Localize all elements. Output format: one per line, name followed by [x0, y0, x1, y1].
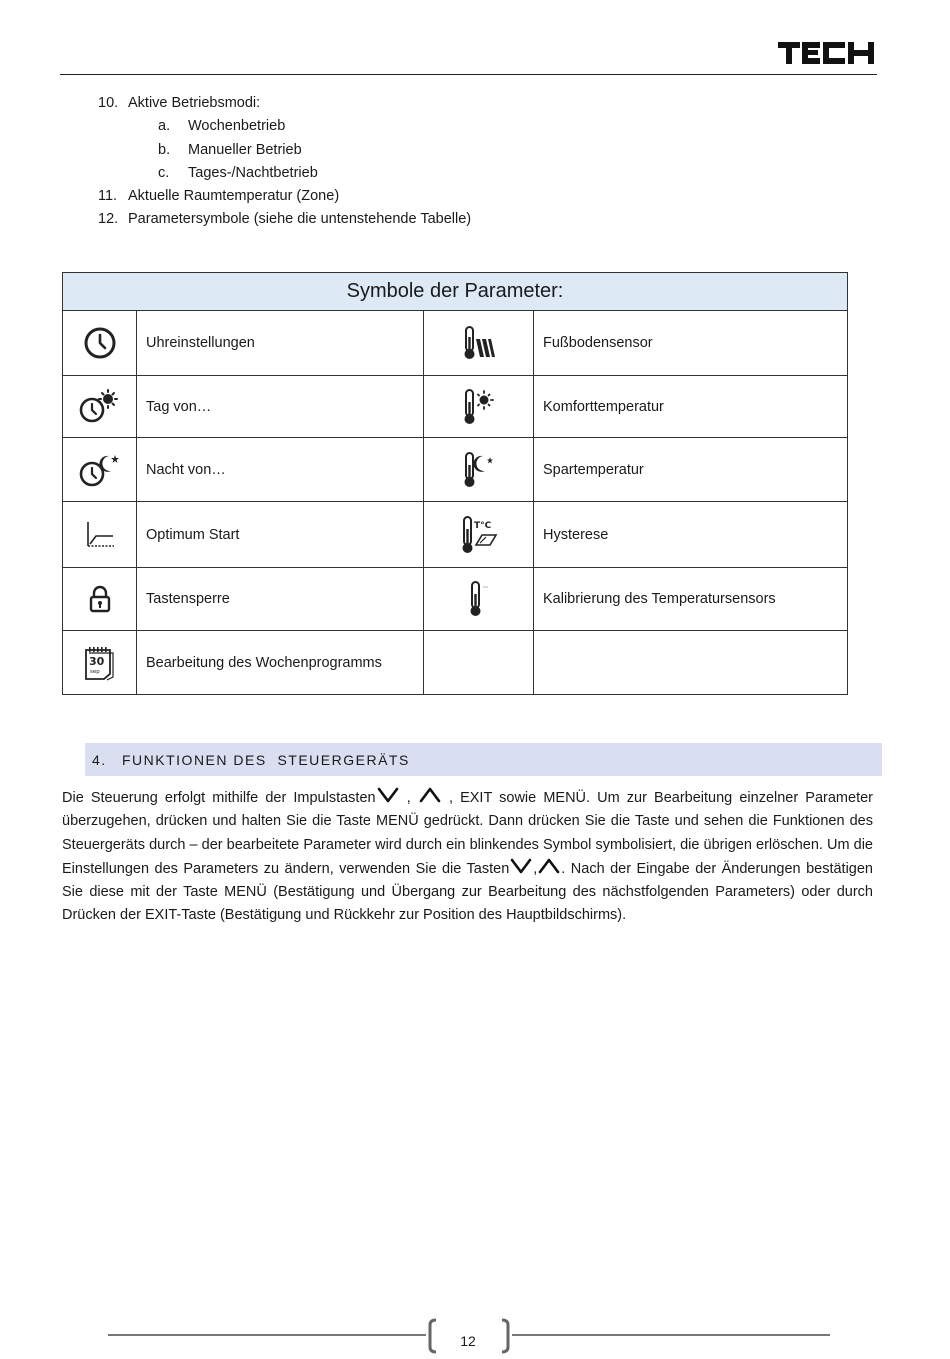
empty-cell	[424, 631, 534, 695]
table-row	[63, 568, 848, 631]
thermometer-sun-icon	[462, 388, 496, 426]
table-cell-label: Spartemperatur	[534, 438, 848, 502]
thermometer-moon-icon	[462, 451, 496, 489]
empty-cell	[534, 631, 848, 695]
table-row	[63, 502, 848, 568]
table-row	[63, 376, 848, 438]
footer-rule-left	[108, 1334, 426, 1336]
right-brace-icon	[500, 1318, 512, 1354]
section-heading	[85, 743, 882, 776]
left-brace-icon	[426, 1318, 438, 1354]
table-cell-label: Hysterese	[534, 502, 848, 568]
header-rule	[60, 74, 877, 75]
list-item: 11. Aktuelle Raumtemperatur (Zone)	[98, 188, 340, 205]
page-number: 12	[460, 1333, 476, 1349]
chevron-down-icon	[509, 857, 533, 875]
chevron-up-icon	[537, 857, 561, 875]
parameter-list	[98, 92, 471, 232]
symbols-table	[62, 272, 848, 695]
section-title: FUNKTIONEN DES STEUERGERÄTS	[122, 751, 410, 768]
calendar-day-label: 30	[88, 654, 104, 668]
clock-sun-icon	[79, 389, 121, 425]
chevron-up-icon	[418, 786, 442, 804]
table-cell-label: Uhreinstellungen	[137, 311, 424, 376]
table-cell-label: Fußbodensensor	[534, 311, 848, 376]
table-cell-label: Tag von…	[137, 376, 424, 438]
tech-logo	[778, 40, 874, 66]
list-item: 10. Aktive Betriebsmodi:	[98, 95, 261, 111]
list-item: 12. Parametersymbole (siehe die untenstehende Tabelle)	[98, 211, 472, 228]
table-cell-label: Optimum Start	[137, 502, 424, 568]
body-paragraph: Die Steuerung erfolgt mithilfe der Impulstasten , , EXIT sowie MENÜ. Um zur Bearbeitung einzelner Parameter überzugehen, drücken und halten Sie die Taste MENÜ gedrückt. Dann drücken Sie die Taste und sehen die Funktionen des Steuergeräts durch – der bearbeitete Parameter wird durch ein blinkendes Symbol symbolisiert, die übrigen erlöschen. Um die Einstellungen des Parameters zu ändern, verwenden Sie die Tasten , . Nach der Eingabe der Änderungen bestätigen Sie diese mit der Taste MENÜ (Bestätigung und Übergang zur Bearbeitung des nächstfolgenden Parameters) oder durch Drücken der EXIT-Taste (Bestätigung und Rückkehr zur Position des Hauptbildschirms).	[62, 786, 873, 928]
table-cell-label: Bearbeitung des Wochenprogramms	[137, 631, 424, 695]
table-row	[63, 631, 848, 695]
table-cell-label: Nacht von…	[137, 438, 424, 502]
footer-rule-right	[512, 1334, 830, 1336]
clock-moon-icon	[79, 452, 121, 488]
calendar-month-label: sep	[89, 668, 100, 675]
table-row	[63, 311, 848, 376]
hysteresis-icon	[460, 515, 498, 555]
clock-icon	[83, 326, 117, 360]
optimum-start-icon	[85, 520, 115, 550]
calendar-icon	[83, 645, 117, 681]
chevron-down-icon	[376, 786, 400, 804]
thermometer-icon	[462, 580, 496, 618]
table-cell-label: Tastensperre	[137, 568, 424, 631]
table-cell-label: Kalibrierung des Temperatursensors	[534, 568, 848, 631]
table-row	[63, 438, 848, 502]
table-title: Symbole der Parameter:	[63, 273, 848, 311]
list-subitem: b. Manueller Betrieb	[158, 141, 302, 158]
section-number: 4.	[92, 751, 107, 768]
padlock-icon	[89, 585, 111, 613]
list-subitem: c. Tages-/Nachtbetrieb	[158, 164, 318, 181]
page-footer	[108, 1318, 830, 1354]
list-subitem: a. Wochenbetrieb	[158, 118, 286, 135]
hysteresis-unit-label: T°C	[473, 520, 491, 531]
table-cell-label: Komforttemperatur	[534, 376, 848, 438]
floor-sensor-icon	[462, 325, 496, 361]
